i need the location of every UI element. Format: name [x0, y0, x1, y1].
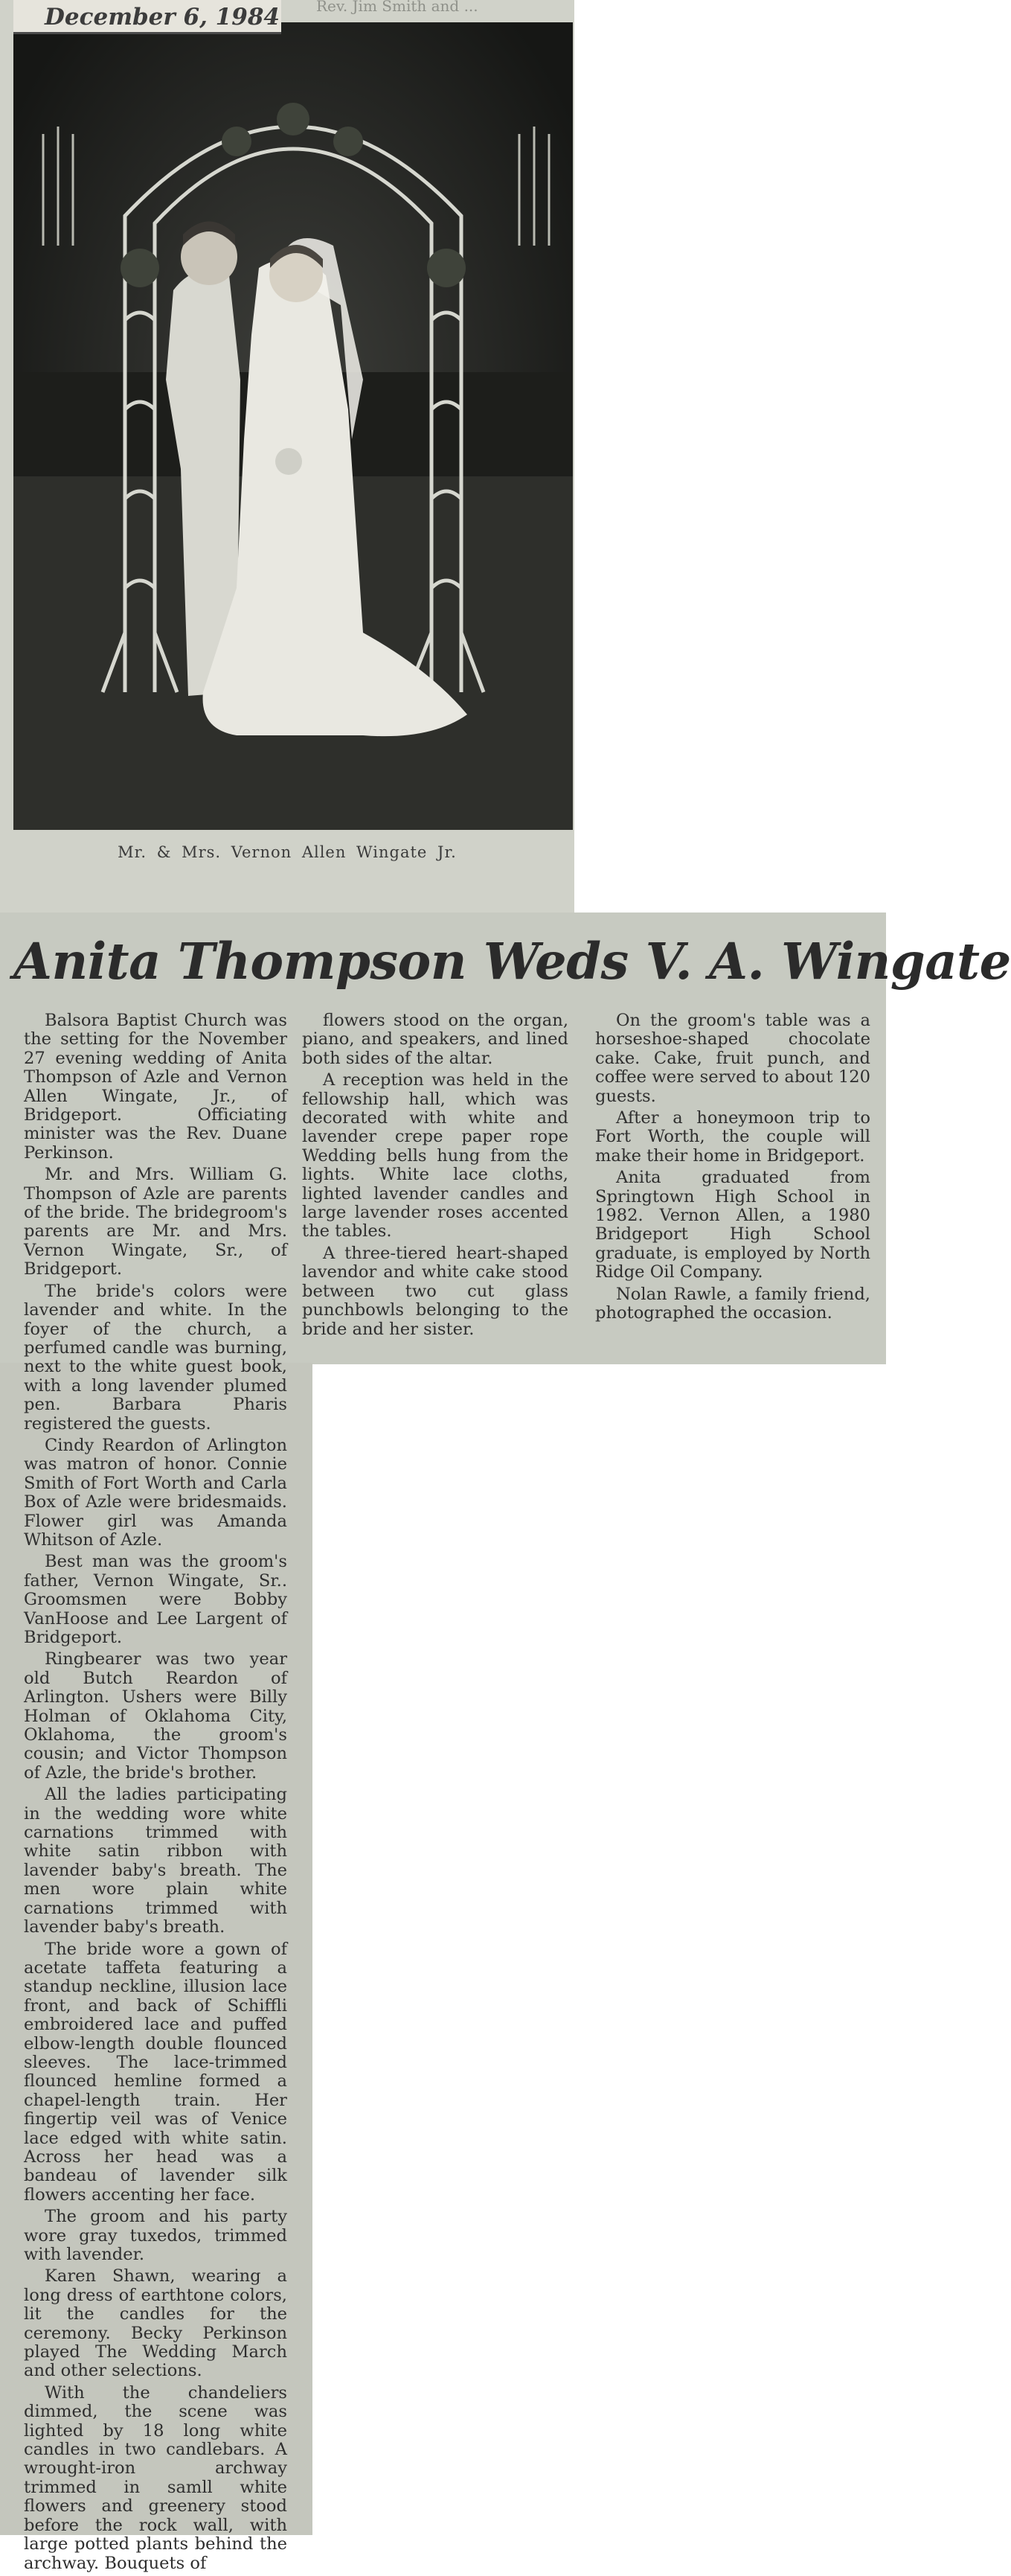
- article-paragraph: The groom and his party wore gray tuxedos, trimmed with lavender.: [24, 2207, 287, 2264]
- article-paragraph: Ringbearer was two year old Butch Reardon of Arlington. Ushers were Billy Holman of Oklahoma City, Oklahoma, the groom's cousin; and Victor Thompson of Azle, the bride's brother.: [24, 1649, 287, 1783]
- article-paragraph: flowers stood on the organ, piano, and speakers, and lined both sides of the altar.: [302, 1011, 568, 1068]
- article-column-2: [302, 1011, 568, 1342]
- article-paragraph: Best man was the groom's father, Vernon Wingate, Sr.. Groomsmen were Bobby VanHoose and Lee Largent of Bridgeport.: [24, 1552, 287, 1647]
- article-paragraph: After a honeymoon trip to Fort Worth, the couple will make their home in Bridgeport.: [595, 1108, 870, 1166]
- article-paragraph: The bride wore a gown of acetate taffeta featuring a standup neckline, illusion lace front, and back of Schiffli embroidered lace and puffed elbow-length double flounced sleeves. The lace-trimmed flounced hemline formed a chapel-length train. Her fingertip veil was of Venice lace edged with white satin. Across her head was a bandeau of lavender silk flowers accenting her face.: [24, 1939, 287, 2205]
- article-paragraph: Anita graduated from Springtown High School in 1982. Vernon Allen, a 1980 Bridgeport High School graduate, is employed by North Ridge Oil Company.: [595, 1168, 870, 1282]
- article-paragraph: A three-tiered heart-shaped lavendor and white cake stood between two cut glass punchbowls belonging to the bride and her sister.: [302, 1243, 568, 1339]
- photo-caption: Mr. & Mrs. Vernon Allen Wingate Jr.: [118, 843, 457, 861]
- article-paragraph: The bride's colors were lavender and white. In the foyer of the church, a perfumed candle was burning, next to the white guest book, with a long lavender plumed pen. Barbara Pharis registered the guests.: [24, 1281, 287, 1434]
- article-headline: Anita Thompson Weds V. A. Wingate: [13, 932, 1011, 991]
- wedding-photo: [13, 22, 573, 830]
- article-paragraph: Balsora Baptist Church was the setting for the November 27 evening wedding of Anita Thompson of Azle and Vernon Allen Wingate, Jr., of Bridgeport. Officiating minister was the Rev. Duane Perkinson.: [24, 1011, 287, 1163]
- article-paragraph: All the ladies participating in the wedding wore white carnations trimmed with white satin ribbon with lavender baby's breath. The men wore plain white carnations trimmed with lavender baby's breath.: [24, 1785, 287, 1937]
- article-column-3: [595, 1011, 870, 1326]
- article-paragraph: Nolan Rawle, a family friend, photographed the occasion.: [595, 1284, 870, 1323]
- article-paragraph: Karen Shawn, wearing a long dress of earthtone colors, lit the candles for the ceremony. Becky Perkinson played The Wedding March and other selections.: [24, 2266, 287, 2381]
- article-paragraph: With the chandeliers dimmed, the scene was lighted by 18 long white candles in two candlebars. A wrought-iron archway trimmed in samll white flowers and greenery stood before the rock wall, with large potted plants behind the archway. Bouquets of: [24, 2382, 287, 2573]
- credit-fragment: Rev. Jim Smith and ...: [316, 0, 478, 15]
- article-paragraph: Mr. and Mrs. William G. Thompson of Azle are parents of the bride. The bridegroom's parents are Mr. and Mrs. Vernon Wingate, Sr., of Bridgeport.: [24, 1165, 287, 1279]
- article-paragraph: Cindy Reardon of Arlington was matron of honor. Connie Smith of Fort Worth and Carla Box of Azle were bridesmaids. Flower girl was Amanda Whitson of Azle.: [24, 1435, 287, 1550]
- article-column-1: [24, 1011, 287, 2576]
- article-paragraph: On the groom's table was a horseshoe-shaped chocolate cake. Cake, fruit punch, and coffee were served to about 120 guests.: [595, 1011, 870, 1106]
- clipping-date: December 6, 1984: [13, 0, 281, 34]
- article-paragraph: A reception was held in the fellowship hall, which was decorated with white and lavender crepe paper rope Wedding bells hung from the lights. White lace cloths, lighted lavender candles and large lavender roses accented the tables.: [302, 1070, 568, 1241]
